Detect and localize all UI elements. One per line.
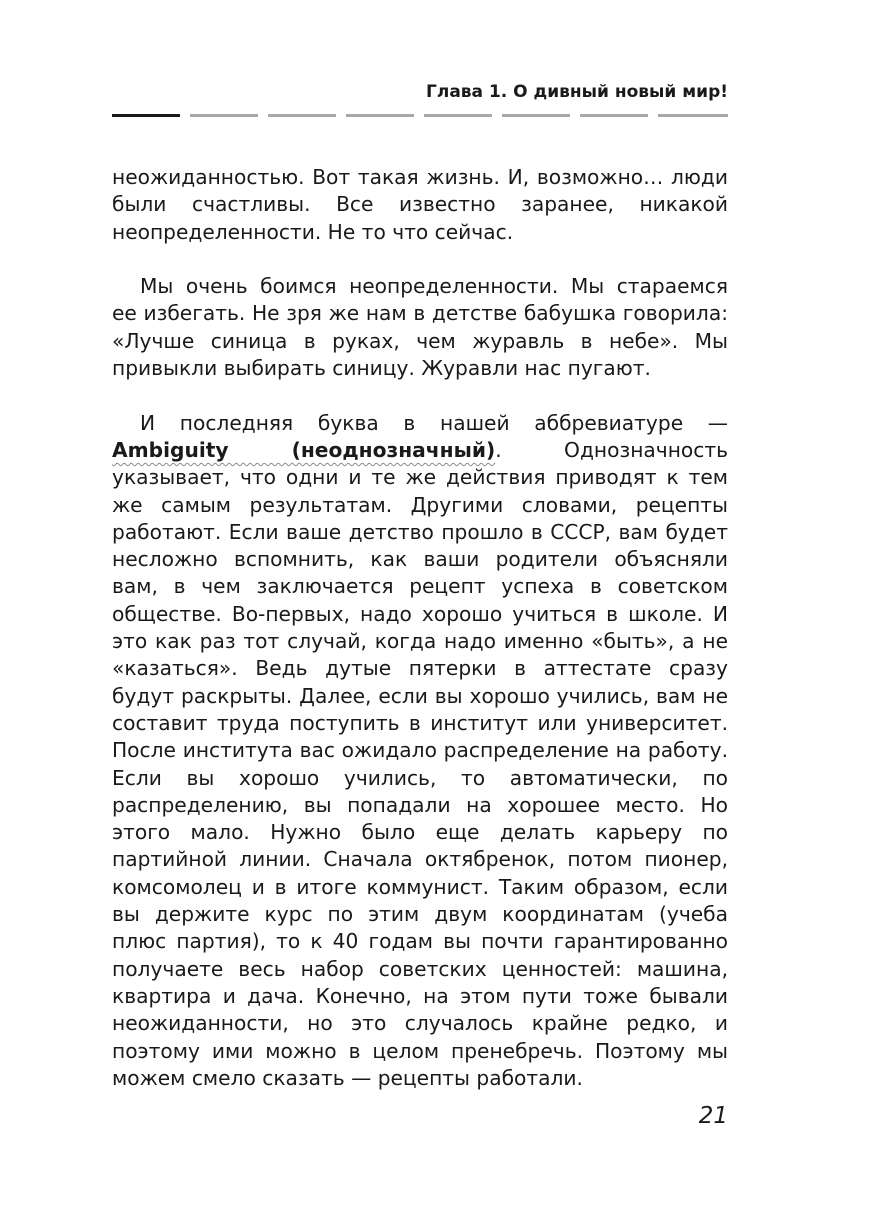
header-rule-segment (268, 114, 336, 117)
highlighted-term: Ambiguity (неоднозначный) (112, 437, 496, 462)
header-rule-segment (502, 114, 570, 117)
header-rule-segment (658, 114, 728, 117)
chapter-header: Глава 1. О дивный новый мир! (426, 82, 728, 102)
header-rule-segment-active (112, 114, 180, 117)
paragraph-ambiguity (112, 410, 728, 1092)
header-rule-segment (580, 114, 648, 117)
header-rule-segment (424, 114, 492, 117)
paragraph-uncertainty: Мы очень боимся неопределенности. Мы стараемся ее избегать. Не зря же нам в детстве бабушка говорила: «Лучше синица в руках, чем журавль в небе». Мы привыкли выбирать синицу. Журавли нас пугают. (112, 274, 728, 381)
header-rule-segment (346, 114, 414, 117)
paragraph-lead: И последняя буква в нашей аббревиатуре — (140, 410, 728, 435)
header-rule-segment (190, 114, 258, 117)
paragraph-rest: . Однозначность указывает, что одни и те же действия приводят к тем же самым результатам. Другими словами, рецепты работают. Если ваше детство прошло в СССР, вам будет несложно вспомнить, как ваши родители объясняли вам, в чем заключается рецепт успеха в советском обществе. Во-первых, надо хорошо учиться в школе. И это как раз тот случай, когда надо именно «быть», а не «казаться». Ведь дутые пятерки в аттестате сразу будут раскрыты. Далее, если вы хорошо учились, вам не составит труда поступить в институт или университет. После института вас ожидало распределение на работу. Если вы хорошо учились, то автоматически, по распределению, вы попадали на хорошее место. Но этого мало. Нужно было еще делать карьеру по партийной линии. Сначала октябренок, потом пионер, комсомолец и в итоге коммунист. Таким образом, если вы держите курс по этим двум координатам (учеба плюс партия), то к 40 годам вы почти гарантированно получаете весь набор советских ценностей: машина, квартира и дача. Конечно, на этом пути тоже бывали неожиданности, но это случалось крайне редко, и поэтому ими можно в целом пренебречь. Поэтому мы можем смело сказать — рецепты работали. (112, 437, 728, 1090)
paragraph-continued: неожиданностью. Вот такая жизнь. И, возможно… люди были счастливы. Все известно заранее, никакой неопределенности. Не то что сейчас. (112, 165, 728, 244)
page-number: 21 (698, 1103, 728, 1129)
body-text (112, 164, 728, 1092)
